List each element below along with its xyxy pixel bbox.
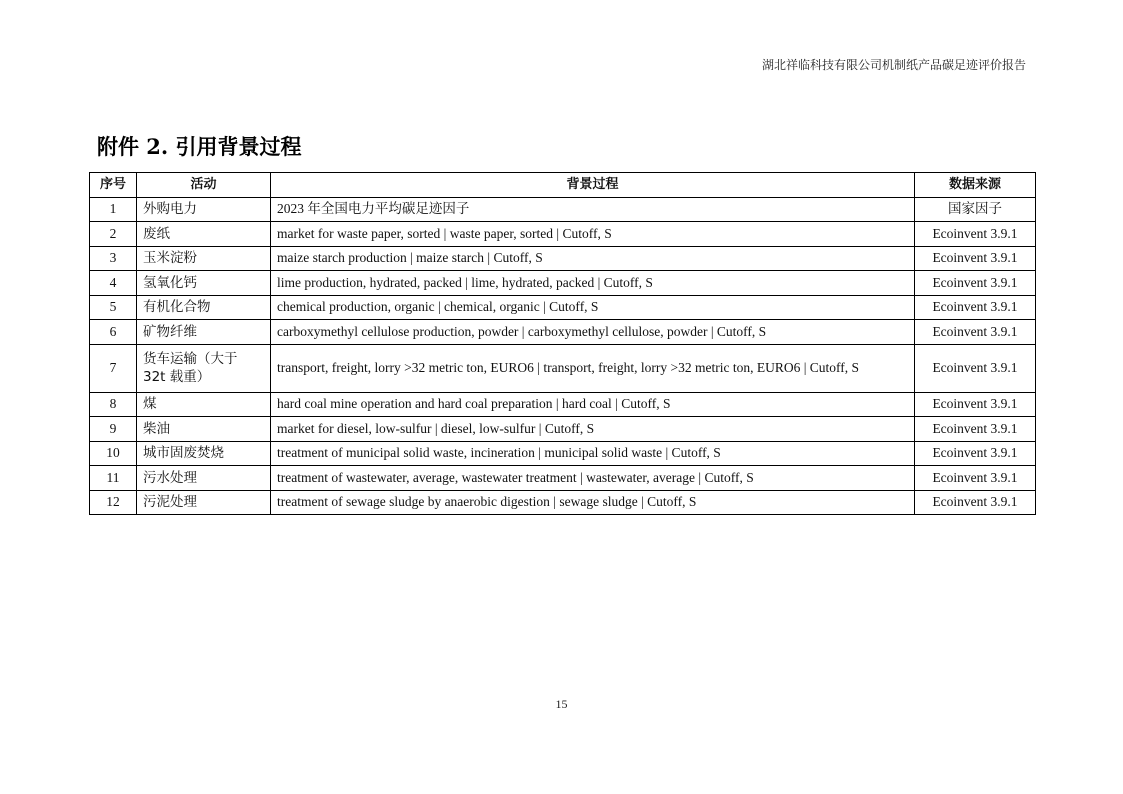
background-process-table (89, 172, 1036, 515)
cell-no: 8 (90, 392, 137, 417)
cell-activity: 污水处理 (137, 466, 271, 491)
cell-no: 5 (90, 295, 137, 320)
column-header-no: 序号 (90, 173, 137, 198)
cell-source: Ecoinvent 3.9.1 (915, 344, 1036, 392)
cell-source: Ecoinvent 3.9.1 (915, 222, 1036, 247)
cell-source: Ecoinvent 3.9.1 (915, 490, 1036, 515)
cell-process: maize starch production | maize starch | Cutoff, S (271, 246, 915, 271)
table-header-row (90, 173, 1036, 198)
cell-process: carboxymethyl cellulose production, powder | carboxymethyl cellulose, powder | Cutoff, S (271, 320, 915, 345)
cell-source: Ecoinvent 3.9.1 (915, 295, 1036, 320)
cell-no: 9 (90, 417, 137, 442)
cell-no: 2 (90, 222, 137, 247)
table-row (90, 417, 1036, 442)
cell-source: Ecoinvent 3.9.1 (915, 246, 1036, 271)
cell-activity: 煤 (137, 392, 271, 417)
cell-process: hard coal mine operation and hard coal preparation | hard coal | Cutoff, S (271, 392, 915, 417)
table-row (90, 392, 1036, 417)
cell-process: chemical production, organic | chemical, organic | Cutoff, S (271, 295, 915, 320)
page-number: 15 (555, 697, 568, 711)
column-header-process: 背景过程 (271, 173, 915, 198)
cell-activity: 城市固废焚烧 (137, 441, 271, 466)
cell-activity: 废纸 (137, 222, 271, 247)
cell-activity: 矿物纤维 (137, 320, 271, 345)
table-row (90, 466, 1036, 491)
cell-no: 3 (90, 246, 137, 271)
cell-activity: 玉米淀粉 (137, 246, 271, 271)
table-row (90, 441, 1036, 466)
cell-activity: 氢氧化钙 (137, 271, 271, 296)
cell-no: 10 (90, 441, 137, 466)
table-row (90, 320, 1036, 345)
cell-activity: 污泥处理 (137, 490, 271, 515)
table-row (90, 490, 1036, 515)
cell-source: Ecoinvent 3.9.1 (915, 392, 1036, 417)
cell-process: transport, freight, lorry >32 metric ton, EURO6 | transport, freight, lorry >32 metric ton, EURO6 | Cutoff, S (271, 344, 915, 392)
cell-process: treatment of municipal solid waste, incineration | municipal solid waste | Cutoff, S (271, 441, 915, 466)
cell-activity: 有机化合物 (137, 295, 271, 320)
table-row (90, 246, 1036, 271)
table-row (90, 295, 1036, 320)
cell-no: 6 (90, 320, 137, 345)
column-header-source: 数据来源 (915, 173, 1036, 198)
cell-source: 国家因子 (915, 197, 1036, 222)
section-title: 附件 2. 引用背景过程 (97, 134, 302, 159)
cell-process: treatment of sewage sludge by anaerobic digestion | sewage sludge | Cutoff, S (271, 490, 915, 515)
cell-source: Ecoinvent 3.9.1 (915, 320, 1036, 345)
cell-activity: 柴油 (137, 417, 271, 442)
table-row (90, 197, 1036, 222)
cell-no: 11 (90, 466, 137, 491)
cell-no: 7 (90, 344, 137, 392)
cell-no: 12 (90, 490, 137, 515)
cell-source: Ecoinvent 3.9.1 (915, 466, 1036, 491)
cell-no: 1 (90, 197, 137, 222)
cell-process: 2023 年全国电力平均碳足迹因子 (271, 197, 915, 222)
table-row (90, 271, 1036, 296)
cell-source: Ecoinvent 3.9.1 (915, 417, 1036, 442)
column-header-activity: 活动 (137, 173, 271, 198)
cell-source: Ecoinvent 3.9.1 (915, 271, 1036, 296)
table-row (90, 344, 1036, 392)
cell-process: market for diesel, low-sulfur | diesel, low-sulfur | Cutoff, S (271, 417, 915, 442)
cell-process: market for waste paper, sorted | waste paper, sorted | Cutoff, S (271, 222, 915, 247)
report-header-title: 湖北祥临科技有限公司机制纸产品碳足迹评价报告 (761, 58, 1026, 72)
cell-activity: 货车运输（大于 32t 载重） (137, 344, 271, 392)
cell-source: Ecoinvent 3.9.1 (915, 441, 1036, 466)
table-row (90, 222, 1036, 247)
cell-no: 4 (90, 271, 137, 296)
cell-activity: 外购电力 (137, 197, 271, 222)
cell-process: lime production, hydrated, packed | lime, hydrated, packed | Cutoff, S (271, 271, 915, 296)
cell-process: treatment of wastewater, average, wastewater treatment | wastewater, average | Cutoff, S (271, 466, 915, 491)
